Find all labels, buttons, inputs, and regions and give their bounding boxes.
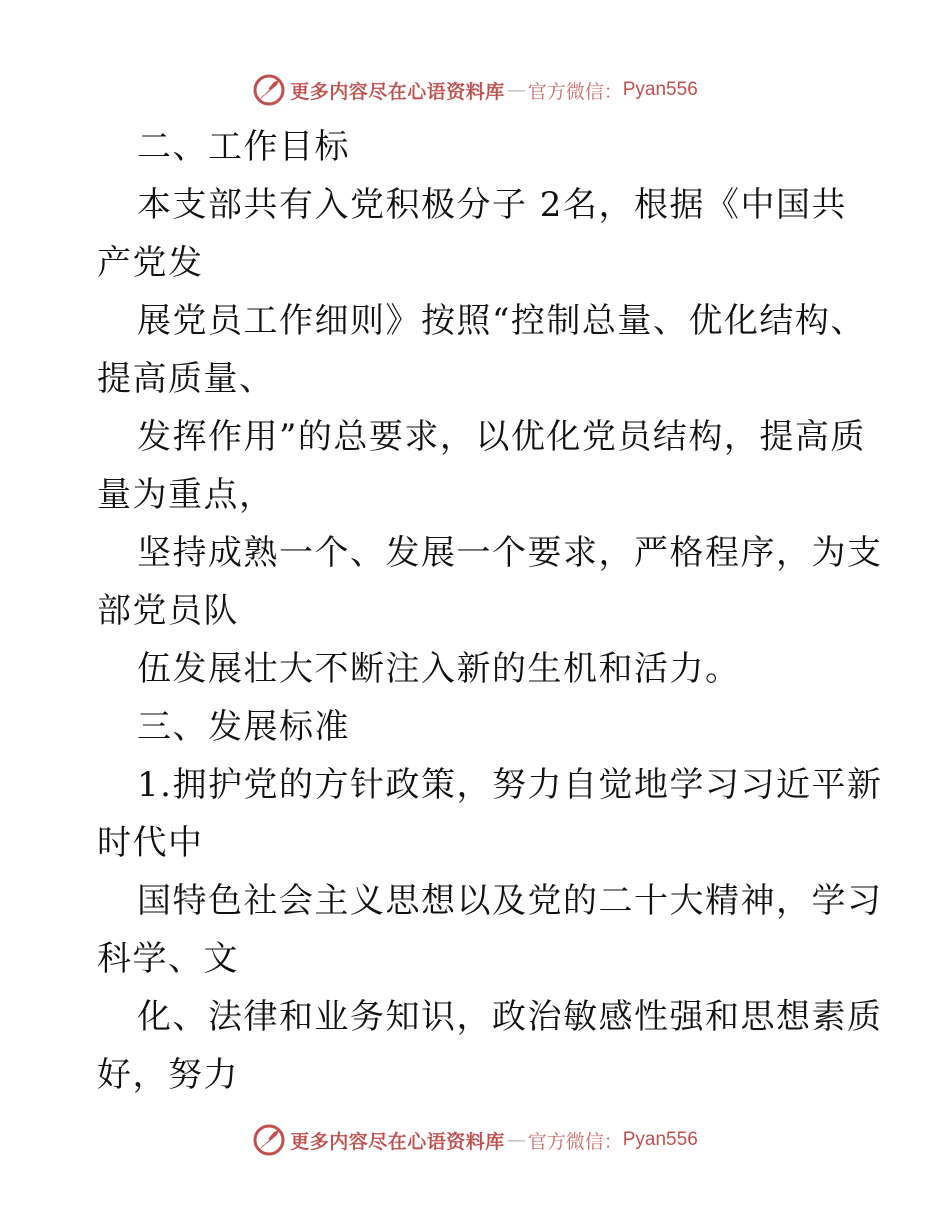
banner-wechat-id: Pyan556	[622, 79, 698, 100]
text-line: 产党发	[97, 243, 204, 283]
text-line: 部党员队	[97, 591, 239, 631]
banner-separator: —	[506, 79, 526, 101]
banner-separator: —	[506, 1129, 526, 1151]
text-line: 时代中	[97, 823, 204, 863]
text-line: 二、工作目标	[137, 127, 350, 167]
text-line: 化、法律和业务知识，政治敏感性强和思想素质	[137, 997, 883, 1037]
text-line: 量为重点，	[97, 475, 275, 515]
text-line: 发挥作用”的总要求，以优化党员结构，提高质	[137, 417, 866, 457]
text-line: 三、发展标准	[137, 707, 350, 747]
text-line: 提高质量、	[97, 359, 275, 399]
quill-pen-circle-icon	[252, 1123, 286, 1157]
banner-wechat-id: Pyan556	[622, 1129, 698, 1150]
text-line: 坚持成熟一个、发展一个要求，严格程序，为支	[137, 533, 883, 573]
text-line: 1.拥护党的方针政策，努力自觉地学习习近平新	[137, 765, 883, 805]
text-line: 国特色社会主义思想以及党的二十大精神，学习	[137, 881, 883, 921]
banner-wechat-label: 官方微信：	[527, 80, 623, 103]
banner-brand-text: 更多内容尽在心语资料库	[290, 1130, 505, 1153]
banner-brand-text: 更多内容尽在心语资料库	[290, 80, 505, 103]
text-line: 好，努力	[97, 1055, 239, 1095]
footer-watermark-banner	[0, 1120, 950, 1160]
text-line: 科学、文	[97, 939, 239, 979]
text-line: 本支部共有入党积极分子 2名，根据《中国共	[137, 185, 847, 225]
banner-wechat-label: 官方微信：	[527, 1130, 623, 1153]
document-body	[97, 118, 883, 1104]
header-watermark-banner	[0, 70, 950, 110]
text-line: 伍发展壮大不断注入新的生机和活力。	[137, 649, 741, 689]
text-line: 展党员工作细则》按照“控制总量、优化结构、	[137, 301, 866, 341]
quill-pen-circle-icon	[252, 73, 286, 107]
